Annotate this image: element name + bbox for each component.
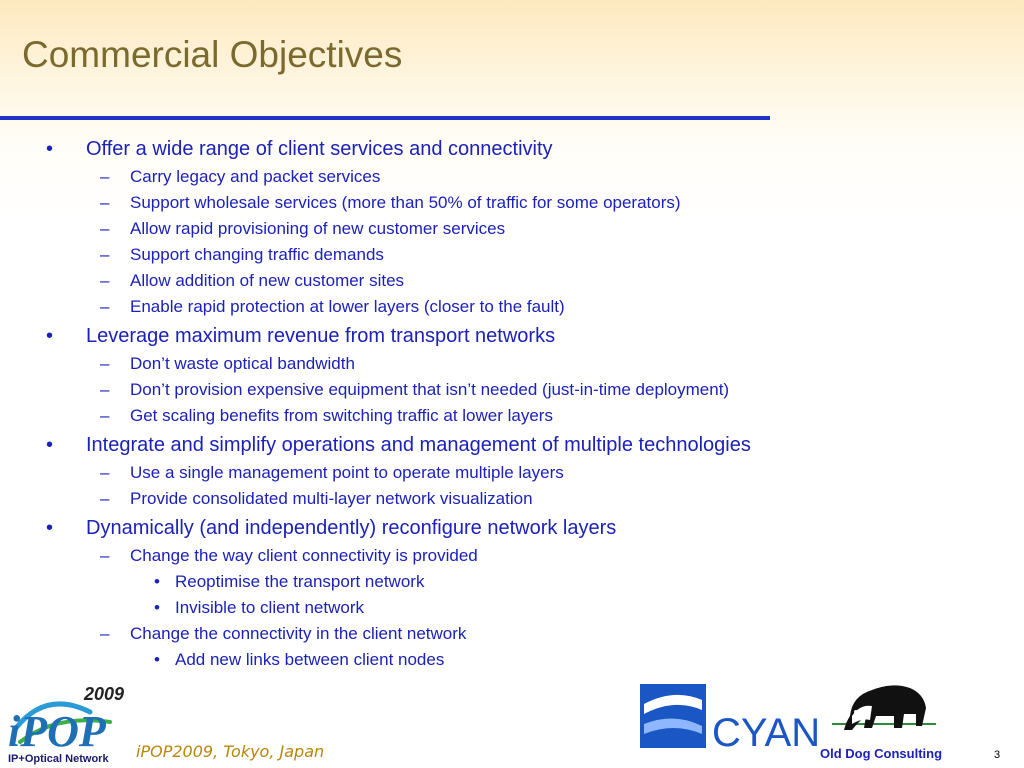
dog-logo-icon bbox=[832, 676, 936, 742]
sub-bullet-item bbox=[100, 624, 467, 644]
bullet-marker: • bbox=[46, 138, 54, 160]
bullet-marker: • bbox=[154, 598, 160, 617]
bullet-text: Change the connectivity in the client network bbox=[130, 624, 467, 643]
sub-bullet-item bbox=[100, 463, 564, 483]
sub-bullet-item bbox=[100, 167, 381, 187]
ipop-logo-word: iPOP bbox=[8, 707, 106, 756]
bullet-marker: – bbox=[100, 219, 110, 238]
bullet-item bbox=[46, 517, 617, 540]
bullet-marker: – bbox=[100, 271, 110, 290]
bullet-text: Invisible to client network bbox=[175, 598, 364, 617]
footer-event: iPOP2009, Tokyo, Japan bbox=[136, 742, 325, 761]
consultant-name: Old Dog Consulting bbox=[820, 746, 943, 761]
bullet-marker: – bbox=[100, 546, 110, 565]
sub-sub-bullet-item bbox=[154, 598, 364, 618]
page-number: 3 bbox=[994, 749, 1001, 761]
bullet-marker: • bbox=[46, 325, 54, 347]
cyan-logo-icon bbox=[640, 684, 821, 755]
bullet-marker: • bbox=[46, 434, 54, 456]
bullet-marker: • bbox=[46, 517, 54, 539]
sub-bullet-item bbox=[100, 354, 355, 374]
bullet-text: Enable rapid protection at lower layers (closer to the fault) bbox=[130, 297, 565, 316]
sub-bullet-item bbox=[100, 219, 506, 239]
bullet-marker: – bbox=[100, 406, 110, 425]
ipop-logo-tagline: IP+Optical Network bbox=[8, 753, 109, 765]
bullet-marker: – bbox=[100, 297, 110, 316]
bullet-marker: – bbox=[100, 624, 110, 643]
bullet-text: Reoptimise the transport network bbox=[175, 572, 425, 591]
bullet-text: Leverage maximum revenue from transport networks bbox=[86, 325, 556, 347]
bullet-marker: – bbox=[100, 245, 110, 264]
sub-sub-bullet-item bbox=[154, 650, 445, 670]
bullet-text: Carry legacy and packet services bbox=[130, 167, 381, 186]
bullet-text: Allow addition of new customer sites bbox=[130, 271, 405, 290]
sub-bullet-item bbox=[100, 546, 478, 566]
sub-bullet-item bbox=[100, 245, 384, 265]
bullet-marker: • bbox=[154, 572, 160, 591]
ipop-logo-icon bbox=[6, 682, 130, 764]
bullet-marker: – bbox=[100, 489, 110, 508]
sub-bullet-item bbox=[100, 406, 553, 426]
sub-bullet-item bbox=[100, 271, 405, 291]
sub-bullet-item bbox=[100, 380, 730, 400]
bullet-marker: – bbox=[100, 193, 110, 212]
bullet-text: Provide consolidated multi-layer network visualization bbox=[130, 489, 533, 508]
bullet-marker: • bbox=[154, 650, 160, 669]
bullet-marker: – bbox=[100, 380, 110, 399]
bullet-text: Offer a wide range of client services and connectivity bbox=[86, 138, 553, 160]
sub-bullet-item bbox=[100, 489, 533, 509]
slide-title: Commercial Objectives bbox=[22, 34, 403, 75]
bullet-text: Allow rapid provisioning of new customer services bbox=[130, 219, 506, 238]
bullet-text: Support changing traffic demands bbox=[130, 245, 384, 264]
bullet-text: Change the way client connectivity is provided bbox=[130, 546, 478, 565]
bullet-marker: – bbox=[100, 463, 110, 482]
bullet-marker: – bbox=[100, 354, 110, 373]
bullet-text: Don’t provision expensive equipment that isn’t needed (just-in-time deployment) bbox=[130, 380, 730, 399]
bullet-item bbox=[46, 325, 556, 348]
bullet-text: Get scaling benefits from switching traffic at lower layers bbox=[130, 406, 553, 425]
bullet-text: Add new links between client nodes bbox=[175, 650, 445, 669]
bullet-item bbox=[46, 138, 553, 161]
sub-bullet-item bbox=[100, 297, 565, 317]
bullet-text: Dynamically (and independently) reconfigure network layers bbox=[86, 517, 617, 539]
bullet-text: Don’t waste optical bandwidth bbox=[130, 354, 355, 373]
bullet-item bbox=[46, 434, 751, 457]
ipop-logo-year: 2009 bbox=[84, 684, 125, 704]
cyan-logo-text: CYAN bbox=[712, 711, 821, 755]
bullet-text: Integrate and simplify operations and management of multiple technologies bbox=[86, 434, 751, 456]
sub-bullet-item bbox=[100, 193, 681, 213]
title-divider bbox=[0, 116, 770, 120]
bullet-text: Support wholesale services (more than 50% of traffic for some operators) bbox=[130, 193, 681, 212]
sub-sub-bullet-item bbox=[154, 572, 425, 592]
bullet-marker: – bbox=[100, 167, 110, 186]
bullet-text: Use a single management point to operate multiple layers bbox=[130, 463, 564, 482]
